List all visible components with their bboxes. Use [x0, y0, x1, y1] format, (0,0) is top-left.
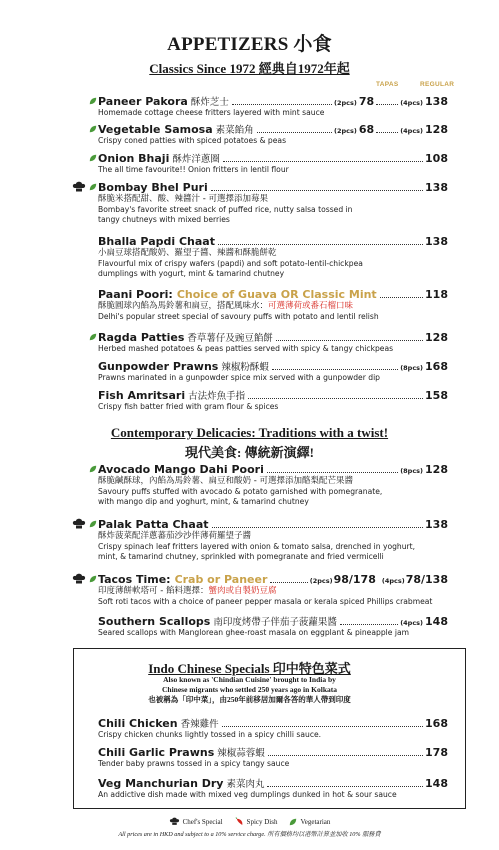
desc-zh-red-text: 蟹肉或自製奶豆腐 [208, 586, 277, 596]
item-name-zh: 辣椒蒜蓉蝦 [217, 748, 265, 759]
item-name: Bhalla Papdi Chaat [98, 235, 215, 248]
vegetarian-leaf-icon [89, 333, 97, 341]
item-desc-line: Crispy spinach leaf fritters layered with onion & tomato salsa, drenched in yoghurt, [98, 542, 416, 551]
page-title: APPETIZERS 小食 [167, 34, 332, 55]
item-name-zh: 酥炸洋蔥圈 [172, 154, 220, 165]
legend-chef-label: Chef's Special [182, 817, 223, 826]
dot-leader [376, 104, 398, 105]
price: 138 [425, 235, 448, 248]
item-desc: Prawns marinated in a gunpowder spice mix served with a gunpowder dip [98, 373, 381, 382]
dot-leader [267, 786, 423, 787]
piece-count: (4pcs) [381, 577, 405, 585]
menu-item [98, 151, 448, 175]
menu-item [98, 572, 448, 607]
legend-spicy [235, 817, 278, 826]
price: 168 [425, 360, 448, 373]
dot-leader [270, 582, 307, 583]
item-name: Ragda Patties [98, 331, 185, 344]
item-name: Chili Chicken [98, 717, 178, 730]
menu-item [98, 614, 448, 638]
menu-item [98, 94, 448, 118]
item-desc-line: Flavourful mix of crispy wafers (papdi) and soft potato-lentil-chickpea [98, 259, 363, 268]
legend-veg-label: Vegetarian [300, 817, 331, 826]
price-regular: 78/138 [405, 573, 448, 586]
piece-count: (2pcs) [309, 577, 333, 585]
item-desc: Tender baby prawns tossed in a spicy tangy sauce [98, 759, 290, 768]
vegetarian-leaf-icon [89, 465, 97, 473]
chef-special-icon [169, 817, 180, 826]
item-name-zh: 南印度烤帶子伴茄子菠蘿果醬 [213, 617, 337, 628]
piece-count: (2pcs) [334, 99, 357, 107]
dot-leader [276, 340, 423, 341]
dot-leader [380, 297, 423, 298]
vegetarian-leaf-icon [89, 183, 97, 191]
vegetarian-leaf-icon [89, 125, 97, 133]
price-regular: 138 [425, 95, 448, 108]
price: 148 [425, 615, 448, 628]
vegetarian-leaf-icon [89, 97, 97, 105]
chef-special-icon [72, 518, 86, 530]
price: 158 [425, 389, 448, 402]
item-name: Paneer Pakora [98, 95, 188, 108]
item-name-zh: 香辣雞件 [180, 719, 219, 730]
item-name: Onion Bhaji [98, 152, 170, 165]
item-name: Veg Manchurian Dry [98, 777, 224, 790]
item-desc-line: tangy chutneys with mixed berries [98, 215, 230, 224]
item-name-zh: 古法炸魚手指 [188, 391, 246, 402]
price: 128 [425, 463, 448, 476]
price: 108 [425, 152, 448, 165]
desc-zh-text: 印度薄餅軟塔可 - 餡料選擇： [98, 586, 209, 596]
menu-item [98, 330, 448, 354]
footer-note: All prices are in HKD and subject to a 10% service charge. 所有價格均以港幣計算並加收 10% 服務費 [118, 831, 381, 838]
item-name: Bombay Bhel Puri [98, 181, 208, 194]
item-desc: Homemade cottage cheese fritters layered with mint sauce [98, 108, 325, 117]
indo-chinese-heading: Indo Chinese Specials 印中特色菜式 [148, 661, 351, 676]
piece-count: (4pcs) [400, 619, 424, 627]
price: 118 [425, 288, 448, 301]
price-tapas: 98/178 [333, 573, 376, 586]
item-name: Southern Scallops [98, 615, 211, 628]
item-name-zh: 素菜肉丸 [226, 779, 265, 790]
chef-special-icon [72, 573, 86, 585]
item-name: Gunpowder Prawns [98, 360, 219, 373]
dot-leader [223, 161, 423, 162]
note-line: 也被稱為「印中菜」，由250年前移居加爾各答的華人帶到印度 [148, 695, 351, 704]
price: 128 [425, 331, 448, 344]
item-choice: Crab or Paneer [174, 573, 268, 586]
menu-item [98, 287, 448, 322]
col-regular: REGULAR [420, 81, 455, 88]
dot-leader [232, 104, 332, 105]
item-name-zh: 酥炸芝士 [190, 97, 229, 108]
dot-leader [222, 726, 423, 727]
item-name: Tacos Time: [98, 573, 171, 586]
price: 148 [425, 777, 448, 790]
item-desc: Herbed mashed potatoes & peas patties served with spicy & tangy chickpeas [98, 344, 394, 353]
item-desc-line: dumplings with yogurt, mint & tamarind chutney [98, 269, 285, 278]
dot-leader [218, 244, 423, 245]
col-tapas: TAPAS [376, 81, 399, 88]
item-desc: Crispy chicken chunks lightly tossed in a spicy chilli sauce. [98, 730, 322, 739]
dot-leader [376, 132, 398, 133]
item-desc-line: Savoury puffs stuffed with avocado & potato garnished with pomegranate, [98, 487, 383, 496]
menu-item [98, 517, 448, 562]
menu-item [98, 776, 448, 800]
menu-item [98, 745, 448, 769]
menu-item [98, 388, 448, 412]
menu-item [98, 122, 448, 146]
item-desc-zh: 酥炸菠菜配洋蔥蕃茄沙沙伴薄荷羅望子醬 [98, 531, 252, 541]
item-name-zh: 香草薯仔及豌豆餡餅 [187, 333, 273, 344]
item-desc: Soft roti tacos with a choice of paneer pepper masala or kerala spiced Phillips crabmeat [98, 597, 433, 606]
item-desc: Delhi's popular street special of savoury puffs with potato and lentil relish [98, 312, 379, 321]
item-name: Vegetable Samosa [98, 123, 213, 136]
item-name: Paani Poori: [98, 288, 173, 301]
vegetarian-leaf-icon [89, 575, 97, 583]
item-desc-zh [98, 301, 448, 312]
chef-special-icon [72, 181, 86, 193]
dot-leader [267, 472, 398, 473]
item-desc-zh: 酥脆米搭配甜、酸、辣醬汁 - 可選擇添加莓果 [98, 194, 268, 204]
note-line: Chinese migrants who settled 250 years ago in Kolkata [162, 685, 337, 694]
contemporary-subheading: 現代美食: 傳統新演繹! [185, 445, 314, 460]
menu-item [98, 180, 448, 225]
item-desc-zh [98, 586, 448, 597]
piece-count: (4pcs) [400, 127, 424, 135]
vegetarian-leaf-icon [89, 520, 97, 528]
item-desc: The all time favourite!! Onion fritters in lentil flour [98, 165, 289, 174]
contemporary-heading: Contemporary Delicacies: Traditions with a twist! [110, 425, 389, 440]
item-choice: Choice of Guava OR Classic Mint [176, 288, 377, 301]
item-desc-zh: 酥脆鹹酥球，內餡為馬鈴薯、扁豆和酸奶 - 可選擇添加酪梨配芒果醬 [98, 476, 353, 486]
item-name: Avocado Mango Dahi Poori [98, 463, 264, 476]
menu-item [98, 716, 448, 740]
price: 168 [425, 717, 448, 730]
menu-item [98, 234, 448, 279]
legend-spicy-label: Spicy Dish [246, 817, 278, 826]
item-name: Chili Garlic Prawns [98, 746, 215, 759]
menu-item [98, 359, 448, 383]
dot-leader [212, 527, 424, 528]
piece-count: (4pcs) [400, 99, 424, 107]
item-desc: Crispy fish batter fried with gram flour & spices [98, 402, 279, 411]
chili-icon [235, 817, 244, 826]
menu-item [98, 462, 448, 507]
legend [0, 817, 499, 826]
price-tapas: 78 [358, 95, 375, 108]
price: 138 [425, 181, 448, 194]
dot-leader [211, 190, 423, 191]
item-desc-line: with mango dip and yoghurt, mint, & tamarind chutney [98, 497, 309, 506]
item-desc-line: mint, & tamarind chutney, sprinkled with pomegranate and fried vermicelli [98, 552, 384, 561]
vegetarian-leaf-icon [289, 818, 297, 826]
item-name: Palak Patta Chaat [98, 518, 209, 531]
price: 178 [425, 746, 448, 759]
piece-count: (8pcs) [400, 364, 424, 372]
price: 138 [425, 518, 448, 531]
piece-count: (2pcs) [334, 127, 357, 135]
dot-leader [340, 624, 398, 625]
item-name-zh: 素菜餡角 [215, 125, 254, 136]
dot-leader [257, 132, 332, 133]
legend-chef [169, 817, 223, 826]
price-tapas: 68 [358, 123, 375, 136]
dot-leader [248, 398, 423, 399]
legend-veg [289, 818, 330, 826]
desc-zh-red-text: 可選薄荷或番石榴口味 [268, 301, 354, 311]
item-name: Fish Amritsari [98, 389, 186, 402]
dot-leader [268, 755, 423, 756]
dot-leader [272, 369, 398, 370]
price-regular: 128 [425, 123, 448, 136]
vegetarian-leaf-icon [89, 154, 97, 162]
desc-zh-text: 酥脆圓球內餡為馬鈴薯和扁豆，搭配風味水： [98, 301, 269, 311]
note-line: Also known as 'Chindian Cuisine' brought to India by [163, 675, 336, 684]
item-desc-line: Bombay's favorite street snack of puffed rice, nutty salsa tossed in [98, 205, 353, 214]
indo-chinese-note [0, 675, 499, 705]
classics-heading: Classics Since 1972 經典自1972年起 [149, 61, 350, 76]
item-desc: Crispy coned patties with spiced potatoes & peas [98, 136, 287, 145]
item-desc: An addictive dish made with mixed veg dumplings dunked in hot & sour sauce [98, 790, 397, 799]
piece-count: (8pcs) [400, 467, 424, 475]
item-desc-zh: 小扁豆球搭配酸奶、羅望子醬、辣醬和酥脆餅乾 [98, 248, 277, 258]
item-desc: Seared scallops with Manglorean ghee-roast masala on eggplant & pineapple jam [98, 628, 410, 637]
item-name-zh: 辣椒粉酥蝦 [221, 362, 269, 373]
